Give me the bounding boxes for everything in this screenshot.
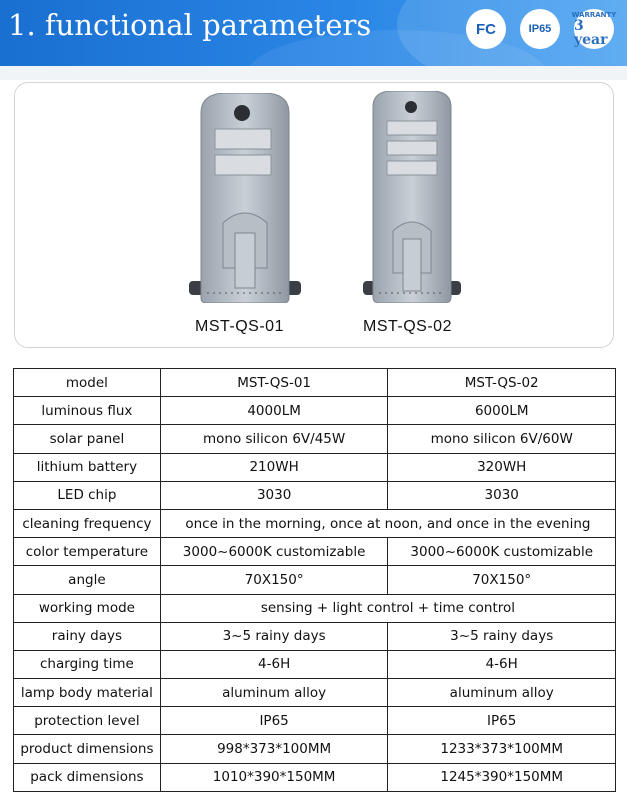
row-value-model-02: mono silicon 6V/60W <box>388 425 616 453</box>
spec-table <box>13 368 616 792</box>
row-label: color temperature <box>14 538 161 566</box>
table-row <box>14 509 616 537</box>
row-value-model-02: 320WH <box>388 453 616 481</box>
header-banner <box>0 0 627 66</box>
row-value-model-01: aluminum alloy <box>160 679 388 707</box>
row-value-model-01: 210WH <box>160 453 388 481</box>
row-label: luminous flux <box>14 397 161 425</box>
table-row <box>14 425 616 453</box>
row-label: LED chip <box>14 481 161 509</box>
table-row <box>14 453 616 481</box>
row-value-model-01: 4-6H <box>160 650 388 678</box>
table-row <box>14 566 616 594</box>
table-row <box>14 679 616 707</box>
row-value-model-02: MST-QS-02 <box>388 369 616 397</box>
table-row <box>14 622 616 650</box>
ip65-certification-icon: IP65 <box>520 9 560 49</box>
row-value-model-01: 4000LM <box>160 397 388 425</box>
row-label: cleaning frequency <box>14 509 161 537</box>
table-row <box>14 735 616 763</box>
row-label: pack dimensions <box>14 763 161 791</box>
row-value-merged: sensing + light control + time control <box>160 594 615 622</box>
row-value-model-02: aluminum alloy <box>388 679 616 707</box>
row-value-model-01: mono silicon 6V/45W <box>160 425 388 453</box>
table-row <box>14 763 616 791</box>
row-value-model-02: 1233*373*100MM <box>388 735 616 763</box>
row-label: rainy days <box>14 622 161 650</box>
row-label: model <box>14 369 161 397</box>
row-label: protection level <box>14 707 161 735</box>
table-row <box>14 650 616 678</box>
page-title: 1. functional parameters <box>8 8 372 42</box>
table-row <box>14 481 616 509</box>
row-value-model-02: 6000LM <box>388 397 616 425</box>
row-label: angle <box>14 566 161 594</box>
row-value-model-02: 3030 <box>388 481 616 509</box>
row-value-model-01: 3000~6000K customizable <box>160 538 388 566</box>
product-photo-panel <box>14 82 614 348</box>
table-row <box>14 538 616 566</box>
warranty-seal-icon: WARRANTY 3 year <box>571 10 617 48</box>
row-label: charging time <box>14 650 161 678</box>
row-value-model-02: IP65 <box>388 707 616 735</box>
row-value-model-02: 3~5 rainy days <box>388 622 616 650</box>
row-value-model-01: 70X150° <box>160 566 388 594</box>
row-value-model-01: 998*373*100MM <box>160 735 388 763</box>
table-row <box>14 707 616 735</box>
product-label-02: MST-QS-02 <box>363 318 452 335</box>
row-label: lithium battery <box>14 453 161 481</box>
row-label: working mode <box>14 594 161 622</box>
row-value-model-02: 1245*390*150MM <box>388 763 616 791</box>
table-row <box>14 369 616 397</box>
row-value-model-01: 3~5 rainy days <box>160 622 388 650</box>
street-lamp-01-image <box>187 93 303 303</box>
header-divider <box>0 66 627 80</box>
row-value-model-02: 3000~6000K customizable <box>388 538 616 566</box>
row-label: lamp body material <box>14 679 161 707</box>
row-value-model-01: IP65 <box>160 707 388 735</box>
row-label: solar panel <box>14 425 161 453</box>
product-label-01: MST-QS-01 <box>195 318 284 335</box>
row-value-model-02: 4-6H <box>388 650 616 678</box>
fc-certification-icon: FC <box>466 9 506 49</box>
row-label: product dimensions <box>14 735 161 763</box>
street-lamp-02-image <box>361 91 463 303</box>
row-value-merged: once in the morning, once at noon, and once in the evening <box>160 509 615 537</box>
table-row <box>14 594 616 622</box>
table-row <box>14 397 616 425</box>
row-value-model-01: 3030 <box>160 481 388 509</box>
row-value-model-01: 1010*390*150MM <box>160 763 388 791</box>
row-value-model-02: 70X150° <box>388 566 616 594</box>
row-value-model-01: MST-QS-01 <box>160 369 388 397</box>
